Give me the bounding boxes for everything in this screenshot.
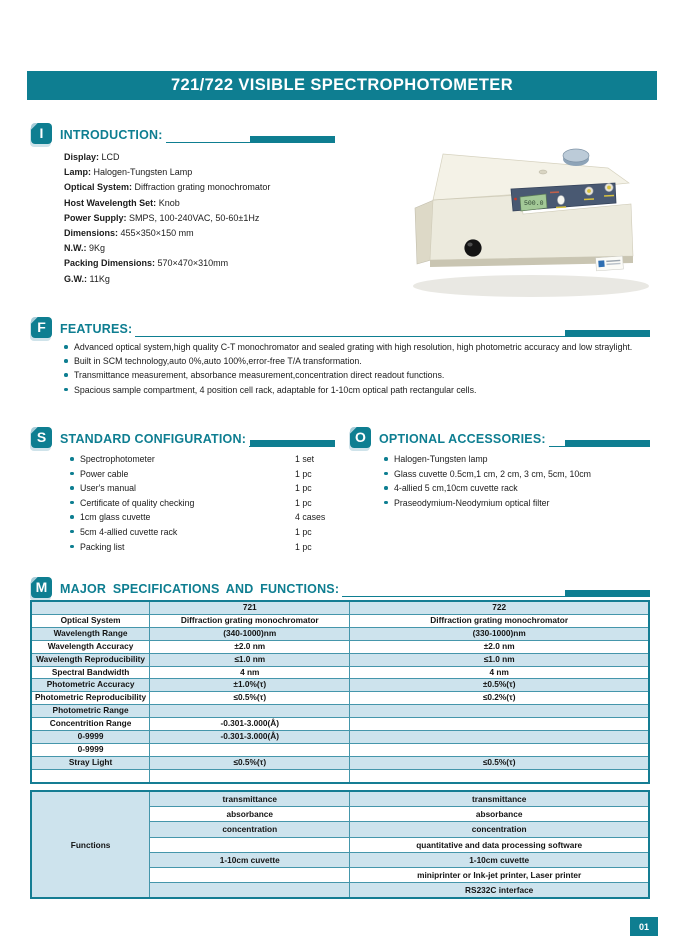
specifications-title: MAJOR SPECIFICATIONS AND FUNCTIONS: [60, 582, 340, 596]
table-cell: ≤1.0 nm [150, 653, 350, 666]
table-cell [350, 705, 649, 718]
table-cell: 1-10cm cuvette [150, 852, 350, 867]
spec-table-body [31, 601, 649, 783]
table-cell [31, 769, 150, 782]
config-item [70, 496, 338, 511]
table-row [31, 627, 649, 640]
accessory-item: 4-allied 5 cm,10cm cuvette rack [384, 481, 652, 496]
table-cell: 0-9999 [31, 731, 150, 744]
spec-line [64, 180, 384, 195]
spec-label: Dimensions: [64, 228, 121, 239]
config-item-name: Power cable [80, 468, 129, 479]
functions-row-label: Functions [31, 791, 150, 898]
table-cell: ≤0.5%(τ) [150, 756, 350, 769]
table-cell: 722 [350, 601, 649, 614]
page-title-text: 721/722 VISIBLE SPECTROPHOTOMETER [170, 76, 514, 94]
table-cell: Photometric Range [31, 705, 150, 718]
spec-label: G.W.: [64, 273, 90, 284]
accessory-item: Halogen-Tungsten lamp [384, 452, 652, 467]
device-lcd: 500.0 [524, 200, 544, 207]
spec-label: N.W.: [64, 243, 89, 254]
spec-line [64, 196, 384, 211]
table-cell: ≤0.5%(τ) [150, 692, 350, 705]
specifications-letter-icon: M [31, 577, 52, 598]
table-cell [31, 601, 150, 614]
config-item-qty: 1 pc [295, 541, 312, 552]
feature-item: Transmittance measurement, absorbance measurement,concentration direct readout functions. [64, 368, 652, 382]
standard-configuration-header [31, 423, 335, 447]
table-cell [350, 718, 649, 731]
header-rule [135, 336, 565, 337]
spec-line [64, 165, 384, 180]
standard-configuration-list [70, 452, 338, 554]
table-cell: ±0.5%(τ) [350, 679, 649, 692]
table-row [31, 756, 649, 769]
header-rule [342, 596, 565, 597]
standard-configuration-title: STANDARD CONFIGURATION: [60, 432, 247, 446]
config-item-name: User's manual [80, 483, 136, 494]
table-row [31, 640, 649, 653]
table-cell: ±2.0 nm [150, 640, 350, 653]
optional-accessories-list [384, 452, 652, 510]
table-cell: RS232C interface [350, 883, 649, 899]
config-item-name: Spectrophotometer [80, 454, 155, 464]
table-cell: Diffraction grating monochromator [150, 614, 350, 627]
spec-line [64, 241, 384, 256]
table-cell: absorbance [350, 807, 649, 822]
page-title [27, 71, 657, 100]
features-title: FEATURES: [60, 322, 133, 336]
features-header [31, 313, 650, 337]
header-bar [250, 440, 335, 447]
spec-label: Packing Dimensions: [64, 258, 158, 269]
spec-line [64, 211, 384, 226]
config-item-name: Packing list [80, 541, 125, 552]
table-row [31, 743, 649, 756]
config-item-qty: 1 pc [295, 497, 312, 508]
page-number-badge [630, 917, 658, 936]
spec-value: 9Kg [89, 243, 106, 254]
optional-accessories-letter-icon: O [350, 427, 371, 448]
features-list [64, 340, 652, 397]
config-item-name: 1cm glass cuvette [80, 512, 151, 523]
config-item [70, 525, 338, 540]
table-cell: concentration [350, 822, 649, 837]
table-cell: ±1.0%(τ) [150, 679, 350, 692]
table-row [31, 679, 649, 692]
spec-line [64, 256, 384, 271]
accessory-item: Glass cuvette 0.5cm,1 cm, 2 cm, 3 cm, 5cm, 10cm [384, 467, 652, 482]
product-image [393, 138, 659, 306]
panel-oval-button [557, 195, 564, 204]
table-cell: 721 [150, 601, 350, 614]
page-number: 01 [638, 921, 649, 932]
table-cell: transmittance [150, 791, 350, 807]
spec-label: Power Supply: [64, 212, 130, 223]
header-rule [166, 142, 250, 143]
functions-table [30, 790, 650, 899]
table-cell: Concentrition Range [31, 718, 150, 731]
header-bar [565, 440, 650, 447]
accessory-item: Praseodymium-Neodymium optical filter [384, 496, 652, 511]
header-bar [565, 330, 650, 337]
spec-value: Halogen-Tungsten Lamp [93, 167, 193, 178]
table-cell [350, 731, 649, 744]
introduction-letter-icon: I [31, 123, 52, 144]
table-cell: Wavelength Range [31, 627, 150, 640]
spec-value: 570×470×310mm [157, 258, 229, 269]
standard-configuration-letter-icon: S [31, 427, 52, 448]
config-item [70, 452, 338, 467]
introduction-header [31, 119, 335, 143]
table-cell: Wavelength Reproducibility [31, 653, 150, 666]
table-row [31, 718, 649, 731]
spec-label: Host Wavelength Set: [64, 197, 159, 208]
config-item [70, 510, 338, 525]
table-row [31, 731, 649, 744]
table-cell: Wavelength Accuracy [31, 640, 150, 653]
introduction-specs [64, 150, 384, 287]
feature-item: Built in SCM technology,auto 0%,auto 100%,error-free T/A transformation. [64, 354, 652, 368]
table-cell [150, 883, 350, 899]
config-item-qty: 1 pc [295, 483, 312, 494]
table-cell: quantitative and data processing software [350, 837, 649, 852]
header-bar [565, 590, 650, 597]
header-rule [549, 446, 565, 447]
table-cell [150, 743, 350, 756]
table-row [31, 653, 649, 666]
config-item-qty: 4 cases [295, 512, 326, 523]
table-cell: 4 nm [150, 666, 350, 679]
config-item-name: Certificate of quality checking [80, 497, 195, 508]
table-cell: (340-1000)nm [150, 627, 350, 640]
table-cell: Optical System [31, 614, 150, 627]
spec-line [64, 272, 384, 287]
functions-table-body [31, 791, 649, 898]
config-item [70, 467, 338, 482]
feature-item: Spacious sample compartment, 4 position cell rack, adaptable for 1-10cm optical path rectangular cells. [64, 383, 652, 397]
optional-accessories-header [350, 423, 650, 447]
table-cell: -0.301-3.000(Å) [150, 731, 350, 744]
config-item-qty: 1 set [295, 454, 315, 464]
table-cell: 1-10cm cuvette [350, 852, 649, 867]
table-row [31, 614, 649, 627]
table-cell: -0.301-3.000(Å) [150, 718, 350, 731]
optional-accessories-title: OPTIONAL ACCESSORIES: [379, 432, 546, 446]
spec-value: SMPS, 100-240VAC, 50-60±1Hz [129, 212, 260, 223]
sample-knob [464, 239, 481, 256]
spec-header-row [31, 601, 649, 614]
spec-line [64, 150, 384, 165]
table-cell [350, 743, 649, 756]
specifications-header [31, 573, 650, 597]
spec-line [64, 226, 384, 241]
table-cell [150, 705, 350, 718]
panel-indicator-light [514, 198, 517, 201]
table-cell: ≤1.0 nm [350, 653, 649, 666]
table-row [31, 769, 649, 782]
features-letter-icon: F [31, 317, 52, 338]
config-item [70, 540, 338, 555]
spec-label: Display: [64, 152, 102, 162]
table-cell: miniprinter or Ink-jet printer, Laser printer [350, 868, 649, 883]
header-bar [250, 136, 335, 143]
table-cell: ≤0.5%(τ) [350, 756, 649, 769]
table-row [31, 791, 649, 807]
spec-value: 455×350×150 mm [120, 228, 194, 239]
config-item [70, 481, 338, 496]
spec-label: Lamp: [64, 167, 94, 178]
table-cell: Photometric Reproducibility [31, 692, 150, 705]
table-cell: absorbance [150, 807, 350, 822]
config-item-name: 5cm 4-allied cuvette rack [80, 526, 178, 537]
spec-table [30, 600, 650, 784]
config-item-qty: 1 pc [295, 526, 312, 537]
table-cell: 4 nm [350, 666, 649, 679]
spec-label: Optical System: [64, 182, 135, 193]
table-row [31, 666, 649, 679]
table-cell: ±2.0 nm [350, 640, 649, 653]
table-cell: (330-1000)nm [350, 627, 649, 640]
table-cell [150, 868, 350, 883]
table-cell: concentration [150, 822, 350, 837]
table-cell: Stray Light [31, 756, 150, 769]
table-cell [350, 769, 649, 782]
table-cell [150, 837, 350, 852]
device-logo [596, 256, 624, 271]
table-cell [150, 769, 350, 782]
table-cell: 0-9999 [31, 743, 150, 756]
spec-value: 11Kg [89, 273, 110, 284]
config-item-qty: 1 pc [295, 468, 312, 479]
table-row [31, 705, 649, 718]
table-cell: Photometric Accuracy [31, 679, 150, 692]
spec-value: LCD [101, 152, 120, 162]
table-cell: Diffraction grating monochromator [350, 614, 649, 627]
spec-value: Knob [158, 197, 180, 208]
feature-item: Advanced optical system,high quality C-T monochromator and sealed grating with high resolution, high photometric accuracy and low straylight. [64, 340, 652, 354]
table-cell: transmittance [350, 791, 649, 807]
spec-value: Diffraction grating monochromator [134, 182, 271, 193]
table-cell: ≤0.2%(τ) [350, 692, 649, 705]
table-cell: Spectral Bandwidth [31, 666, 150, 679]
introduction-title: INTRODUCTION: [60, 128, 163, 142]
table-row [31, 692, 649, 705]
